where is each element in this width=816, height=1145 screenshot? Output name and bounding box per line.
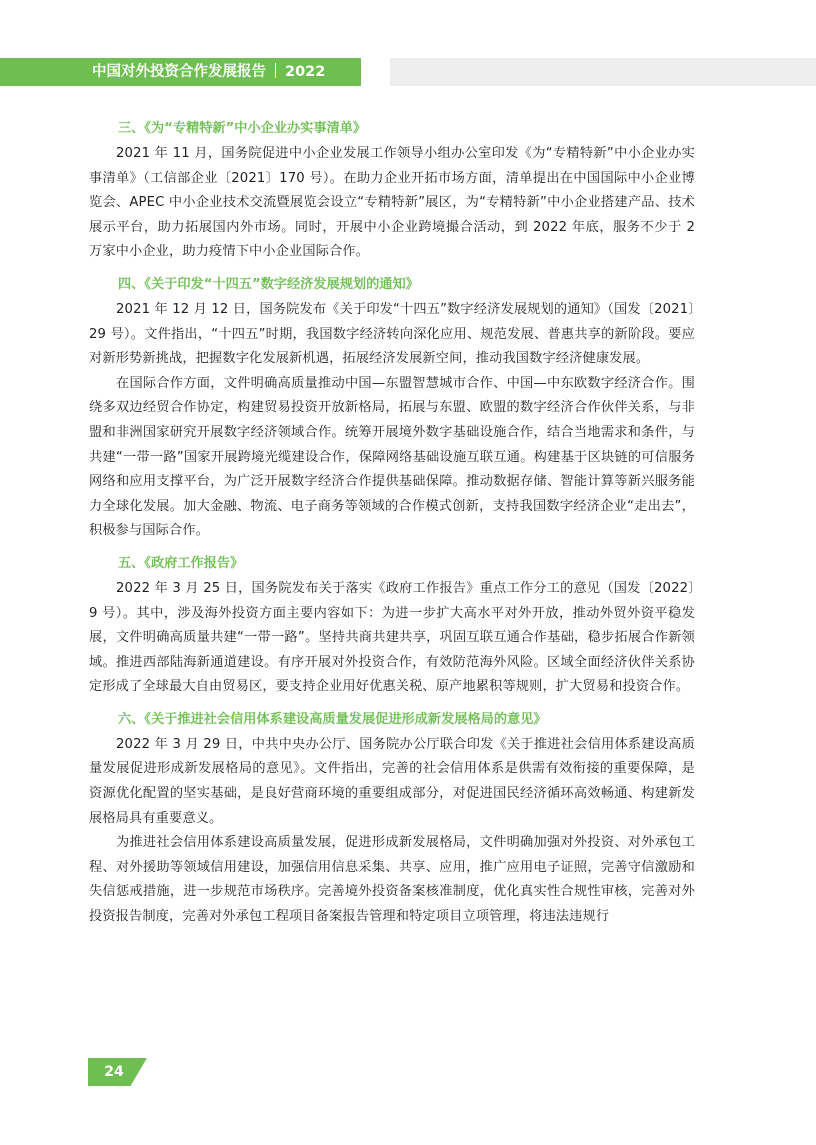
header-divider: [275, 63, 276, 78]
paragraph: 2022 年 3 月 25 日，国务院发布关于落实《政府工作报告》重点工作分工的意见（国发〔2022〕9 号）。其中，涉及海外投资方面主要内容如下：为进一步扩大高水平对外开放，推动外贸外资平稳发展，文件明确高质量共建“一带一路”。坚持共商共建共享，巩固互联互通合作基础，稳步拓展合作新领域。推进西部陆海新通道建设。有序开展对外投资合作，有效防范海外风险。区域全面经济伙伴关系协定形成了全球最大自由贸易区，要支持企业用好优惠关税、原产地累积等规则，扩大贸易和投资合作。: [89, 580, 695, 695]
section-heading: 四、《关于印发“十四五”数字经济发展规划的通知》: [118, 276, 419, 292]
header-gray-bar: [390, 58, 816, 86]
page-content: [89, 117, 695, 938]
section-4: [89, 273, 695, 544]
page-number: 24: [104, 1064, 124, 1080]
report-year: 2022: [285, 64, 326, 80]
paragraph: 在国际合作方面，文件明确高质量推动中国—东盟智慧城市合作、中国—中东欧数字经济合作。围绕多双边经贸合作协定，构建贸易投资开放新格局，拓展与东盟、欧盟的数字经济合作伙伴关系，与非盟和非洲国家研究开展数字经济领域合作。统筹开展境外数字基础设施合作，结合当地需求和条件，与共建“一带一路”国家开展跨境光缆建设合作，保障网络基础设施互联互通。构建基于区块链的可信服务网络和应用支撑平台，为广泛开展数字经济合作提供基础保障。推动数据存储、智能计算等新兴服务能力全球化发展。加大金融、物流、电子商务等领域的合作模式创新，支持我国数字经济企业“走出去”，积极参与国际合作。: [89, 375, 695, 539]
section-heading: 三、《为“专精特新”中小企业办实事清单》: [118, 121, 367, 136]
section-6: [89, 708, 695, 930]
paragraph: 为推进社会信用体系建设高质量发展，促进形成新发展格局，文件明确加强对外投资、对外承包工程、对外援助等领域信用建设，加强信用信息采集、共享、应用，推广应用电子证照，完善守信激励和失信惩戒措施，进一步规范市场秩序。完善境外投资备案核准制度，优化真实性合规性审核，完善对外投资报告制度，完善对外承包工程项目备案报告管理和特定项目立项管理，将违法违规行: [89, 835, 695, 925]
section-heading: 六、《关于推进社会信用体系建设高质量发展促进形成新发展格局的意见》: [118, 711, 547, 727]
paragraph: 2021 年 12 月 12 日，国务院发布《关于印发“十四五”数字经济发展规划的通知》（国发〔2021〕29 号）。文件指出，“十四五”时期，我国数字经济转向深化应用、规范发展、普惠共享的新阶段。要应对新形势新挑战，把握数字化发展新机遇，拓展经济发展新空间，推动我国数字经济健康发展。: [89, 301, 695, 367]
section-5: [89, 552, 695, 700]
paragraph: 2022 年 3 月 29 日，中共中央办公厅、国务院办公厅联合印发《关于推进社会信用体系建设高质量发展促进形成新发展格局的意见》。文件指出，完善的社会信用体系是供需有效衔接的重要保障，是资源优化配置的坚实基础，是良好营商环境的重要组成部分，对促进国民经济循环高效畅通、构建新发展格局具有重要意义。: [89, 736, 695, 826]
running-header: [92, 58, 325, 86]
report-title: 中国对外投资合作发展报告: [92, 64, 266, 80]
section-heading: 五、《政府工作报告》: [118, 555, 244, 571]
paragraph: 2021 年 11 月，国务院促进中小企业发展工作领导小组办公室印发《为“专精特新”中小企业办实事清单》（工信部企业〔2021〕170 号）。在助力企业开拓市场方面，清单提出在中国国际中小企业博览会、APEC 中小企业技术交流暨展览会设立“专精特新”展区，为“专精特新”中小企业搭建产品、技术展示平台，助力拓展国内外市场。同时，开展中小企业跨境撮合活动，到 2022 年底，服务不少于 2 万家中小企业，助力疫情下中小企业国际合作。: [89, 146, 695, 260]
section-3: [89, 117, 695, 265]
